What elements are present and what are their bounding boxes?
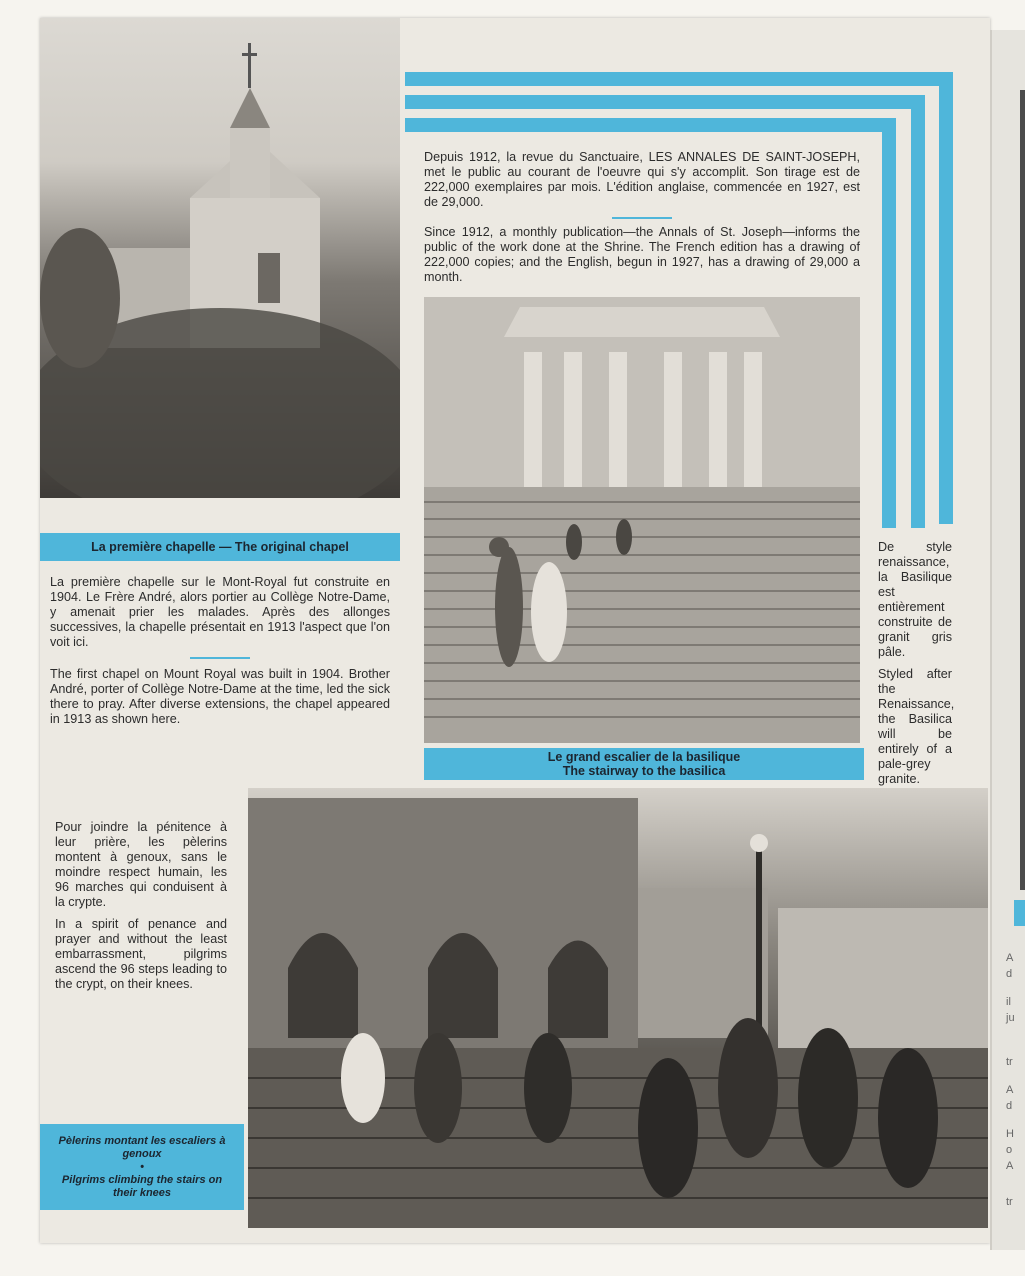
pilgrim-figure [798, 1028, 858, 1168]
column [564, 352, 582, 487]
stairs [424, 487, 860, 743]
edge-text: A [1006, 952, 1014, 964]
edge-text: ju [1006, 1012, 1015, 1024]
pilgrim-figure [341, 1033, 385, 1123]
tree [40, 228, 120, 368]
chapel-caption [40, 533, 400, 561]
next-page-edge [990, 30, 1025, 1250]
lamp-icon [750, 834, 768, 852]
style-text-en: Styled after the Renaissance, the Basilica will be entirely of a pale-grey granite. [878, 667, 955, 786]
chapel-tower [230, 128, 270, 198]
chapel-divider [190, 657, 250, 659]
pilgrims-stairs-photo [248, 788, 988, 1228]
stripe-2-top [405, 95, 925, 109]
edge-text: il [1006, 996, 1011, 1008]
basilica-stairway-photo [424, 297, 860, 743]
stairway-caption [424, 748, 864, 780]
column [744, 352, 762, 487]
edge-text: o [1006, 1144, 1013, 1156]
annals-divider [612, 217, 672, 219]
chapel-window [258, 253, 280, 303]
stairway-caption-fr: Le grand escalier de la basilique [547, 750, 741, 764]
column [709, 352, 727, 487]
arch-door [548, 941, 608, 1039]
original-chapel-photo [40, 18, 400, 498]
pilgrim-figure [495, 547, 523, 667]
edge-text: tr [1006, 1056, 1013, 1068]
pilgrim-figure [414, 1033, 462, 1143]
pilgrims-caption [40, 1124, 244, 1210]
pilgrims-text-en: In a spirit of penance and prayer and without the least embarrassment, pilgrims ascend the 96 steps leading to the crypt, on their knees. [55, 917, 227, 991]
stripe-1-top [405, 72, 953, 86]
pilgrims-text-fr: Pour joindre la pénitence à leur prière, les pèlerins montent à genoux, sans le moindre respect humain, les 96 marches qui conduisent à la crypte. [55, 820, 227, 909]
cross-icon [248, 43, 251, 88]
pediment [504, 307, 780, 337]
annals-text-fr: Depuis 1912, la revue du Sanctuaire, LES ANNALES DE SAINT-JOSEPH, met le public au courant de l'oeuvre qui s'y accomplit. Son tirage est de 222,000 exemplaires par mois. L'édition anglaise, commencée en 1927, est de 29,000. [424, 150, 860, 209]
stripe-2-side [911, 95, 925, 528]
edge-text: A [1006, 1160, 1014, 1172]
edge-text: H [1006, 1128, 1014, 1140]
style-text [878, 540, 955, 794]
pilgrim-figure [524, 1033, 572, 1143]
edge-text: d [1006, 968, 1013, 980]
edge-text: d [1006, 1100, 1013, 1112]
stripe-3-top [405, 118, 896, 132]
pilgrims-caption-fr: Pèlerins montant les escaliers à genoux [58, 1134, 226, 1160]
pilgrims-caption-en: Pilgrims climbing the stairs on their knees [61, 1173, 223, 1199]
crypt-side [638, 888, 768, 1038]
next-page-photo-edge [1020, 90, 1025, 890]
pilgrims-caption-sep: • [140, 1160, 144, 1173]
style-text-fr: De style renaissance, la Basilique est entièrement construite de granit gris pâle. [878, 540, 952, 659]
pilgrim-figure [878, 1048, 938, 1188]
pilgrim-figure [638, 1058, 698, 1198]
edge-text: A [1006, 1084, 1014, 1096]
stairway-caption-en: The stairway to the basilica [562, 764, 726, 778]
stripe-3-side [882, 118, 896, 528]
stripe-1-side [939, 72, 953, 524]
pilgrims-text [55, 820, 227, 999]
chapel-text [50, 575, 390, 734]
chapel-text-en: The first chapel on Mount Royal was built in 1904. Brother André, porter of Collège Notre-Dame at the time, led the sick there to pray. After diverse extensions, the chapel appeared in 1913 as shown here. [50, 667, 390, 726]
chapel-spire [230, 88, 270, 128]
chapel-illustration [40, 18, 400, 498]
column [609, 352, 627, 487]
chapel-text-fr: La première chapelle sur le Mont-Royal fut construite en 1904. Le Frère André, alors portier au Collège Notre-Dame, y amenait prier les malades. Après des allonges successives, la chapelle présentait en 1913 l'aspect que l'on voit ici. [50, 575, 390, 649]
column [524, 352, 542, 487]
chapel-caption-text: La première chapelle — The original chapel [91, 540, 349, 554]
annals-text-en: Since 1912, a monthly publication—the Annals of St. Joseph—informs the public of the work done at the Shrine. The French edition has a drawing of 222,000 copies; and the English, begun in 1927, has a drawing of 29,000 a month. [424, 225, 860, 284]
crypt-illustration [248, 788, 988, 1228]
edge-text: tr [1006, 1196, 1013, 1208]
column [664, 352, 682, 487]
next-page-accent [1014, 900, 1025, 926]
woman-figure [531, 562, 567, 662]
pilgrim-figure [718, 1018, 778, 1158]
annals-text [424, 150, 860, 292]
basilica-illustration [424, 297, 860, 743]
